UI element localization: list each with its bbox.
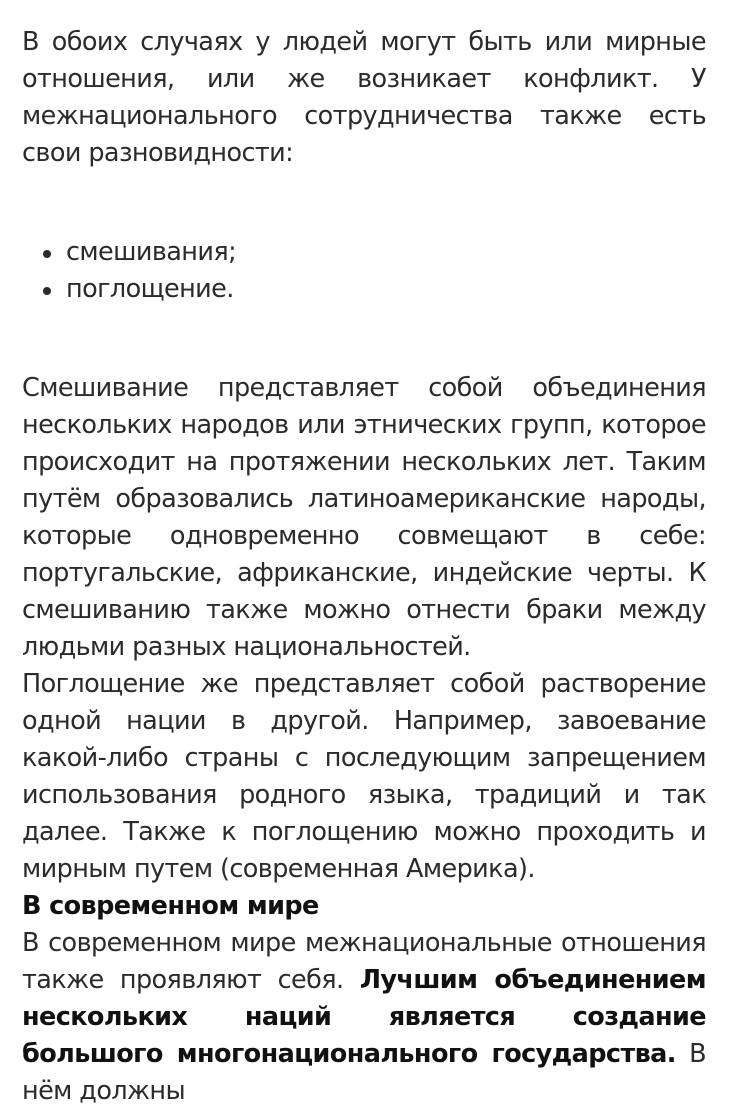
spacer [22, 172, 706, 234]
cooperation-types-list [22, 234, 706, 308]
spacer [22, 308, 706, 370]
list-item: поглощение. [66, 271, 706, 308]
mixing-paragraph: Смешивание представляет собой объединения нескольких народов или этнических групп, которое происходит на протяжении нескольких лет. Таким путём образовались латиноамериканские народы, которые одновременно совмещают в себе: португальские, африканские, индейские черты. К смешиванию также можно отнести браки между людьми разных национальностей. [22, 373, 706, 662]
absorption-paragraph: Поглощение же представляет собой растворение одной нации в другой. Например, завоевание какой-либо страны с последующим запрещением использования родного языка, традиций и так далее. Также к поглощению можно проходить и мирным путем (современная Америка). [22, 669, 706, 884]
section-heading: В современном мире [22, 891, 319, 921]
modern-world-paragraph [22, 925, 706, 1110]
modern-text-start: В современном мире межнациональные отношения также проявляют себя. [22, 928, 706, 995]
modern-text-bold: Лучшим объединением нескольких наций является создание большого многонационального государства. [22, 965, 706, 1069]
intro-paragraph: В обоих случаях у людей могут быть или мирные отношения, или же возникает конфликт. У межнационального сотрудничества также есть свои разновидности: [22, 27, 706, 168]
article-body [22, 24, 706, 1110]
list-item: смешивания; [66, 234, 706, 271]
modern-text-end: В нём должны [22, 1039, 706, 1106]
